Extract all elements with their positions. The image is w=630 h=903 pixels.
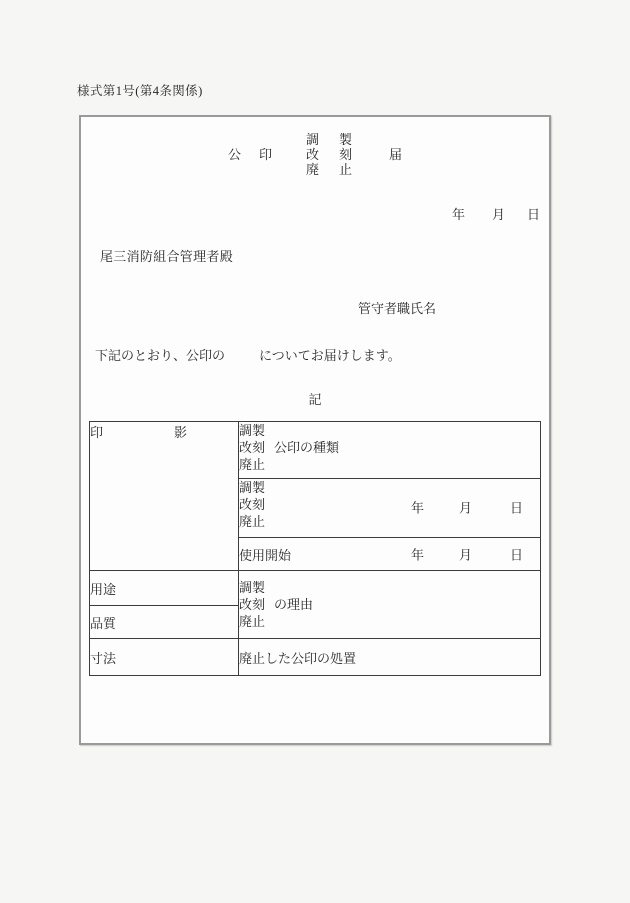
- date-day-label: 日: [527, 207, 541, 222]
- reason-stack-kaikoku: 改刻: [239, 597, 266, 612]
- action-date-month: 月: [459, 500, 473, 516]
- action-date-year: 年: [411, 500, 425, 516]
- title-stack-chousei: 調製: [306, 132, 373, 147]
- quality-label: 品質: [90, 615, 117, 631]
- kind-stack-line-3: 廃止: [239, 457, 266, 472]
- cell-size-label: [90, 639, 239, 676]
- kind-stack-kaikoku: 改刻: [239, 440, 266, 455]
- cell-seal-imprint: [90, 422, 239, 571]
- reason-stack-line-1: 調製: [239, 580, 266, 595]
- cell-usage-label: [90, 571, 239, 606]
- cell-disposal: [239, 639, 541, 676]
- action-date-line-2: 改刻: [239, 497, 266, 512]
- seal-form-table: [89, 421, 541, 676]
- table-row: [90, 571, 541, 606]
- action-date-line-1: 調製: [239, 480, 266, 495]
- start-use-month: 月: [459, 547, 473, 563]
- form-paper: [79, 115, 551, 745]
- date-month-label: 月: [492, 207, 506, 222]
- body-text-tail: についてお届けします。: [259, 348, 401, 363]
- section-marker-ki: 記: [308, 392, 322, 407]
- kind-stack-line-1: 調製: [239, 423, 266, 438]
- cell-seal-kind: [239, 422, 541, 479]
- cell-start-use: [239, 538, 541, 571]
- action-date-line-3: 廃止: [239, 514, 266, 529]
- title-action-stack: [306, 132, 373, 177]
- cell-quality-label: [90, 606, 239, 639]
- imprint-char-in: 印: [90, 425, 104, 440]
- title-stack-kaikoku: 改刻: [306, 147, 373, 162]
- start-use-day: 日: [510, 547, 524, 563]
- submission-date-line: [452, 204, 540, 223]
- size-label: 寸法: [90, 650, 117, 666]
- reason-label: の理由: [274, 597, 314, 612]
- title-word-todoke: 届: [389, 147, 403, 162]
- title-word-kou: 公: [227, 147, 241, 162]
- body-text: [95, 345, 401, 364]
- form-title: [81, 132, 549, 177]
- date-year-label: 年: [452, 207, 466, 222]
- action-date-ymd: [411, 500, 523, 517]
- start-use-year: 年: [411, 547, 425, 563]
- title-stack-haishi: 廃止: [306, 162, 373, 177]
- body-text-lead: 下記のとおり、公印の: [95, 348, 226, 363]
- cell-action-date: [239, 479, 541, 538]
- title-word-in: 印: [258, 147, 272, 162]
- usage-label: 用途: [90, 581, 117, 597]
- table-row: [90, 422, 541, 479]
- cell-reason: [239, 571, 541, 639]
- start-use-label: 使用開始: [239, 547, 292, 563]
- reason-stack-line-3: 廃止: [239, 614, 266, 629]
- start-use-ymd: [411, 545, 523, 564]
- imprint-char-ei: 影: [174, 425, 188, 440]
- table-row: [90, 639, 541, 676]
- action-date-day: 日: [510, 500, 524, 516]
- signer-name-label: 管守者職氏名: [358, 301, 437, 316]
- kind-label: 公印の種類: [274, 440, 340, 455]
- reason-stack-line-2: [239, 596, 540, 613]
- addressee: 尾三消防組合管理者殿: [100, 249, 234, 264]
- disposal-label: 廃止した公印の処置: [239, 650, 357, 666]
- form-number-label: 様式第1号(第4条関係): [77, 84, 203, 98]
- kind-stack-line-2: [239, 439, 540, 456]
